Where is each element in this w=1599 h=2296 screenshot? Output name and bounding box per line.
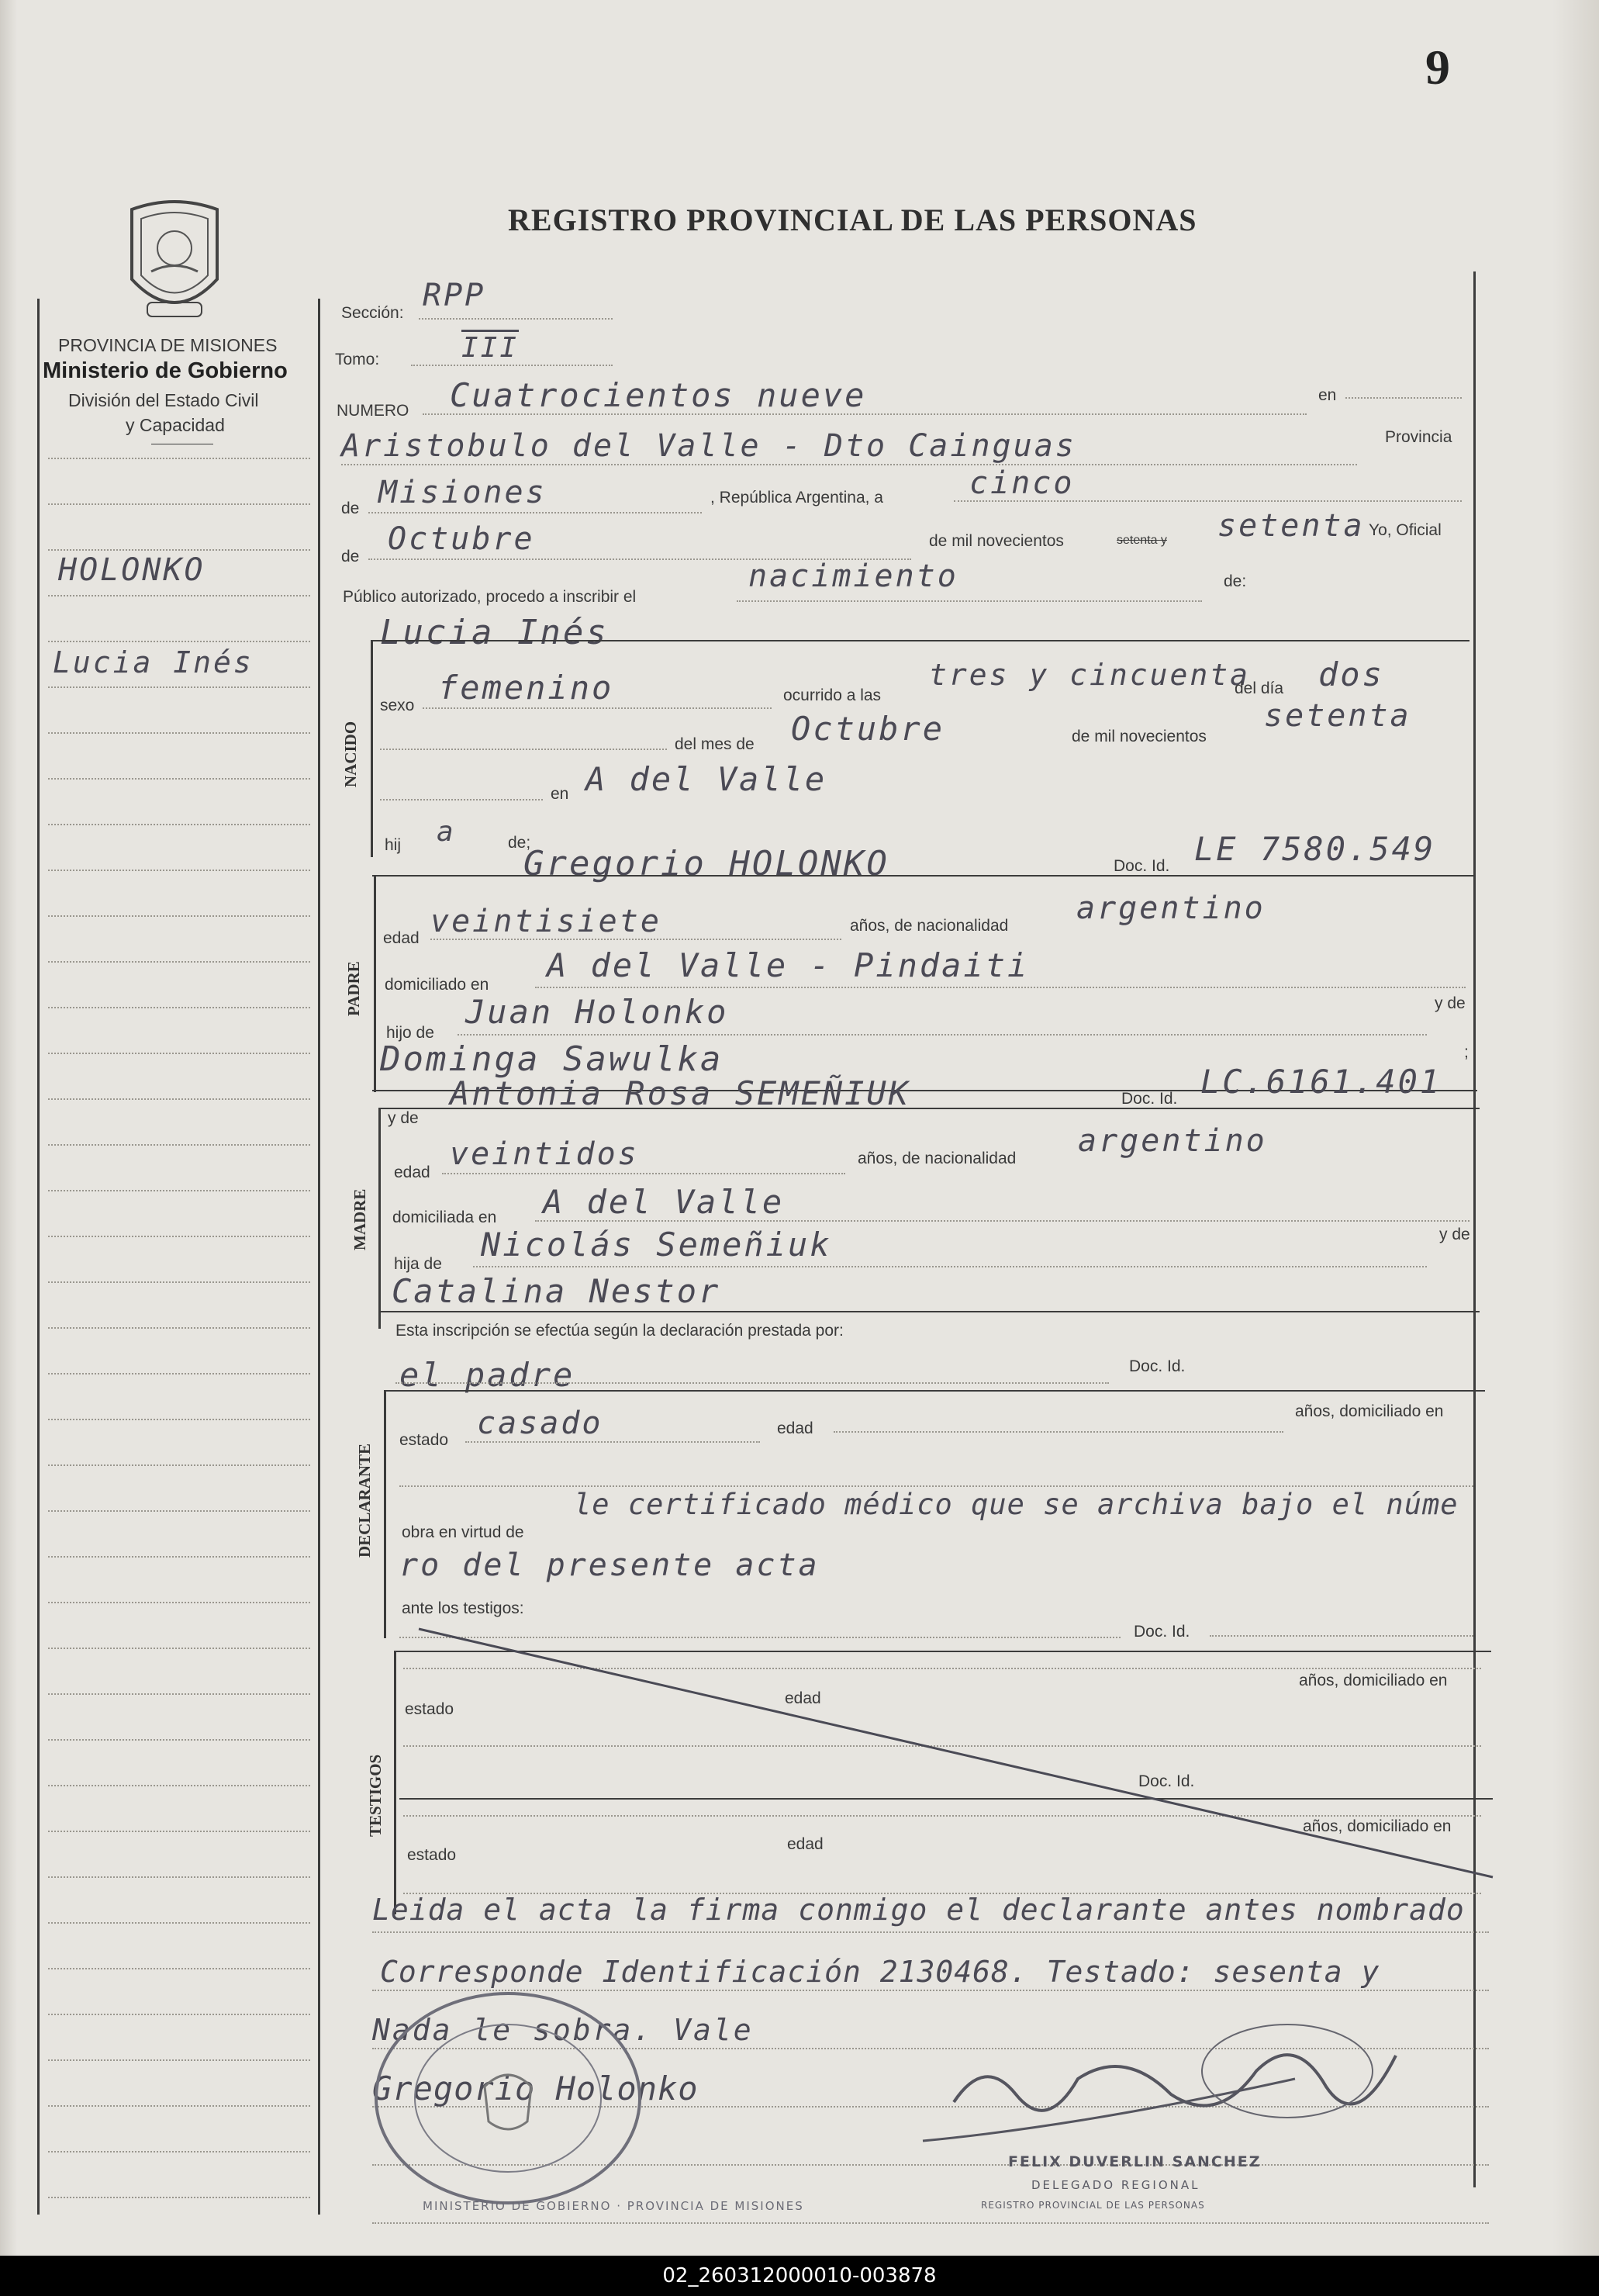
nombre-value: Lucia Inés: [380, 613, 609, 652]
closing-line-3: Nada le sobra. Vale: [372, 2013, 754, 2047]
official-org: REGISTRO PROVINCIAL DE LAS PERSONAS: [981, 2200, 1205, 2211]
footer-image-id: 02_260312000010-003878: [0, 2256, 1599, 2296]
province-label: PROVINCIA DE MISIONES: [58, 335, 278, 355]
doc-id-label-5: Doc. Id.: [1138, 1772, 1195, 1790]
madre-edad-value: veintidos: [450, 1136, 639, 1172]
mes-value: Octubre: [388, 521, 535, 557]
madre-nombre-value: Antonia Rosa SEMEÑIUK: [450, 1074, 911, 1112]
section-testigos: TESTIGOS: [366, 1754, 385, 1837]
anio-value: setenta: [1217, 508, 1365, 544]
acto-value: nacimiento: [748, 558, 958, 594]
margin-surname: HOLONKO: [58, 552, 205, 588]
madre-padre-value: Nicolás Semeñiuk: [481, 1226, 832, 1264]
doc-id-label-4: Doc. Id.: [1134, 1623, 1190, 1641]
hora-value: tres y cincuenta: [929, 658, 1251, 692]
ministry-round-stamp: [368, 1986, 648, 2211]
publico-label: Público autorizado, procedo a inscribir el: [343, 588, 637, 606]
padre-nac-value: argentino: [1076, 890, 1266, 926]
numero-value: Cuatrocientos nueve: [450, 376, 867, 414]
dia-value: cinco: [969, 465, 1075, 501]
closing-rule: [372, 1931, 1489, 1933]
declarante-value: el padre: [399, 1356, 575, 1394]
en-label-2: en: [551, 785, 569, 803]
hija-de-label: hija de: [394, 1255, 442, 1273]
republica-label: , República Argentina, a: [710, 489, 883, 507]
decl-estado-value: casado: [477, 1406, 603, 1441]
anos-dom-label-2: años, domiciliado en: [1299, 1672, 1448, 1689]
de-label-2: de: [341, 548, 360, 565]
ante-label: ante los testigos:: [402, 1599, 524, 1617]
obra-label: obra en virtud de: [402, 1523, 524, 1541]
numero-label: NUMERO: [337, 402, 409, 420]
anos-dom-label-3: años, domiciliado en: [1303, 1817, 1452, 1835]
official-name: FELIX DUVERLIN SANCHEZ: [1008, 2153, 1262, 2170]
sexo-label: sexo: [380, 697, 415, 714]
seccion-label: Sección:: [341, 304, 404, 322]
margin-given-names: Lucia Inés: [53, 645, 254, 679]
de-mil-label: de mil novecientos: [929, 532, 1064, 550]
doc-id-label-2: Doc. Id.: [1121, 1090, 1178, 1108]
ocurrido-label: ocurrido a las: [783, 686, 882, 704]
madre-madre-value: Catalina Nestor: [392, 1272, 721, 1310]
closing-line-1: Leida el acta la firma conmigo el declarante antes nombrado: [372, 1893, 1465, 1927]
obra-value-2: ro del presente acta: [399, 1547, 820, 1583]
stamp-text: MINISTERIO DE GOBIERNO · PROVINCIA DE MISIONES: [423, 2199, 804, 2213]
madre-doc-value: LC.6161.401: [1200, 1063, 1442, 1101]
padre-doc-value: LE 7580.549: [1194, 830, 1436, 868]
de-semi-label: de;: [508, 834, 531, 852]
padre-dom-value: A del Valle - Pindaiti: [547, 946, 1030, 984]
section-madre: MADRE: [351, 1188, 369, 1250]
official-role: DELEGADO REGIONAL: [1031, 2178, 1200, 2192]
estado-label-2: estado: [405, 1700, 454, 1718]
edad-label: edad: [383, 929, 420, 947]
edad-label-3: edad: [777, 1419, 813, 1437]
tomo-value: $\overline{III}$: [461, 332, 520, 364]
hij-label: hij: [385, 836, 402, 854]
page-title: REGISTRO PROVINCIAL DE LAS PERSONAS: [508, 202, 1197, 237]
edad-label-2: edad: [394, 1164, 430, 1181]
section-nacido: NACIDO: [341, 721, 360, 787]
division-label: División del Estado Civil: [68, 390, 259, 410]
lugar-nac-value: A del Valle: [585, 760, 827, 798]
edad-label-5: edad: [787, 1835, 824, 1853]
madre-dom-value: A del Valle: [543, 1183, 785, 1221]
semicolon: ;: [1464, 1043, 1469, 1061]
obra-value-1: le certificado médico que se archiva bajo el núme: [574, 1488, 1459, 1521]
seccion-value: RPP: [423, 278, 486, 313]
de-colon-label: de:: [1224, 572, 1247, 590]
page-number: 9: [1425, 40, 1450, 95]
anos-nac-label: años, de nacionalidad: [850, 917, 1009, 935]
closing-line-2: Corresponde Identificación 2130468. Testado: sesenta y: [380, 1955, 1380, 1989]
padre-edad-value: veintisiete: [430, 904, 661, 939]
mes-nac-value: Octubre: [791, 710, 945, 748]
inscripcion-label: Esta inscripción se efectúa según la declaración prestada por:: [395, 1322, 844, 1340]
padre-padre-value: Juan Holonko: [465, 993, 729, 1031]
padre-madre-value: Dominga Sawulka: [380, 1039, 724, 1079]
y-de-label-2: y de: [388, 1109, 419, 1127]
y-de-label-3: y de: [1439, 1226, 1470, 1243]
anos-dom-label: años, domiciliado en: [1295, 1402, 1444, 1420]
del-mes-label: del mes de: [675, 735, 755, 753]
declarant-signature: Gregorio Holonko: [372, 2070, 699, 2108]
yo-oficial-label: Yo, Oficial: [1369, 521, 1442, 539]
division-label-2: y Capacidad: [126, 415, 225, 435]
de-label: de: [341, 500, 360, 517]
domiciliada-label: domiciliada en: [392, 1209, 497, 1226]
closing-rule: [372, 2222, 1489, 2224]
ministry-label: Ministerio de Gobierno: [43, 358, 288, 383]
edad-label-4: edad: [785, 1689, 821, 1707]
provincia-label: Provincia: [1385, 428, 1452, 446]
domiciliado-label: domiciliado en: [385, 976, 489, 994]
madre-nac-value: argentino: [1078, 1123, 1267, 1159]
estado-label: estado: [399, 1431, 449, 1449]
dia-nac-value: dos: [1318, 655, 1384, 693]
provincia-value: Misiones: [378, 475, 547, 510]
doc-id-label: Doc. Id.: [1114, 857, 1170, 875]
en-label: en: [1318, 386, 1337, 404]
lugar-value: Aristobulo del Valle - Dto Cainguas: [341, 428, 1076, 464]
sexo-value: femenino: [438, 669, 614, 707]
estado-label-3: estado: [407, 1846, 457, 1864]
del-dia-label: del día: [1235, 679, 1284, 697]
section-declarante: DECLARANTE: [355, 1443, 374, 1558]
hij-suffix: a: [437, 816, 456, 848]
padre-nombre-value: Gregorio HOLONKO: [523, 844, 889, 883]
struck-text: setenta y: [1117, 534, 1167, 547]
anio-nac-value: setenta: [1264, 698, 1411, 734]
doc-id-label-3: Doc. Id.: [1129, 1357, 1186, 1375]
de-mil-label-2: de mil novecientos: [1072, 728, 1207, 745]
section-padre: PADRE: [344, 961, 363, 1016]
y-de-label: y de: [1435, 994, 1466, 1012]
hijo-de-label: hijo de: [386, 1024, 434, 1042]
tomo-label: Tomo:: [335, 351, 380, 368]
anos-nac-label-2: años, de nacionalidad: [858, 1150, 1017, 1167]
